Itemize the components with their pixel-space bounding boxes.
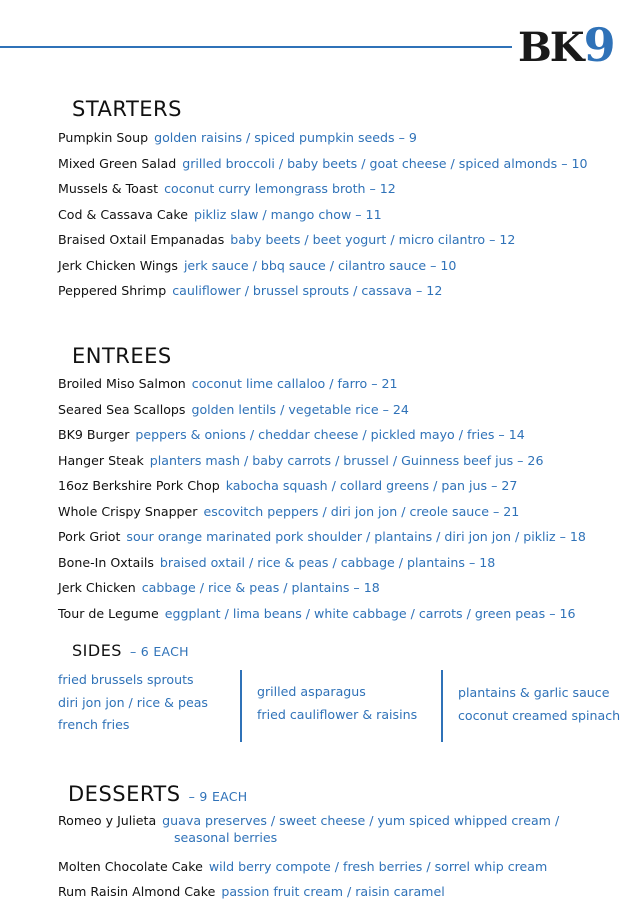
item-name: Seared Sea Scallops [58,401,186,417]
menu-item [58,233,515,247]
item-desc: sour orange marinated pork shoulder / plantains / diri jon jon / pikliz – 18 [126,529,586,544]
item-desc: guava preserves / sweet cheese / yum spiced whipped cream / [162,813,560,828]
item-name: Mixed Green Salad [58,155,177,171]
item-desc: coconut curry lemongrass broth – 12 [164,181,396,196]
item-desc: coconut lime callaloo / farro – 21 [191,376,398,391]
menu-item [58,883,445,900]
item-desc: eggplant / lima beans / white cabbage / carrots / green peas – 16 [164,605,576,621]
item-desc: pikliz slaw / mango chow – 11 [193,206,382,222]
item-name: Rum Raisin Almond Cake [58,884,216,899]
item-desc: wild berry compote / fresh berries / sorrel whip cream [208,859,548,874]
item-desc: passion fruit cream / raisin caramel [221,884,445,899]
item-name: Whole Crispy Snapper [58,503,198,519]
menu-item [58,530,586,544]
logo-number: 9 [583,18,614,72]
logo-letters: BK [518,24,583,71]
sides-column-3 [458,682,620,727]
item-name: Cod & Cassava Cake [58,206,188,222]
header-rule [0,46,512,48]
menu-item [58,505,519,519]
item-name: Jerk Chicken [58,580,136,595]
item-name: Peppered Shrimp [58,283,167,298]
side-item: diri jon jon / rice & peas [58,694,208,710]
item-name: Romeo y Julieta [58,813,157,828]
sides-title [72,641,189,660]
side-item: plantains & garlic sauce [458,685,610,700]
menu-item [58,157,588,171]
entrees-title: ENTREES [72,344,172,368]
item-desc: golden raisins / spiced pumpkin seeds – 9 [154,130,417,145]
sides-title-text: SIDES [72,641,122,660]
item-name: BK9 Burger [58,427,130,442]
desserts-title-text: DESSERTS [68,782,181,806]
desserts-price: – 9 EACH [188,789,248,804]
side-item: coconut creamed spinach [458,707,621,723]
sides-divider [240,670,242,742]
side-item: fried cauliflower & raisins [257,706,418,722]
menu-item [58,259,456,273]
side-item: fried brussels sprouts [58,672,194,687]
item-desc: braised oxtail / rice & peas / cabbage / plantains – 18 [159,554,496,570]
item-name: Hanger Steak [58,452,144,468]
item-name: Jerk Chicken Wings [58,257,178,273]
item-desc: golden lentils / vegetable rice – 24 [191,401,409,417]
menu-item [58,377,398,391]
starters-title: STARTERS [72,97,182,121]
item-name: Molten Chocolate Cake [58,859,203,874]
menu-item [58,581,380,595]
item-desc: planters mash / baby carrots / brussel / Guinness beef jus – 26 [149,452,544,468]
menu-item [58,131,417,145]
item-name: Pork Griot [58,529,121,544]
side-item: grilled asparagus [257,684,366,699]
desserts-title [68,782,248,806]
sides-column-2 [257,681,417,726]
side-item: french fries [58,717,130,732]
item-desc: kabocha squash / collard greens / pan jus – 27 [225,478,518,493]
item-desc: cabbage / rice & peas / plantains – 18 [141,580,380,595]
sides-price: – 6 EACH [129,644,189,659]
item-name: Tour de Legume [58,605,159,621]
item-name: 16oz Berkshire Pork Chop [58,478,220,493]
menu-item [58,182,396,196]
item-desc: baby beets / beet yogurt / micro cilantro – 12 [230,232,516,247]
menu-item [58,428,525,442]
item-desc: peppers & onions / cheddar cheese / pickled mayo / fries – 14 [135,427,525,442]
item-desc-continued: seasonal berries [174,830,278,845]
item-name: Mussels & Toast [58,181,159,196]
item-desc: grilled broccoli / baby beets / goat cheese / spiced almonds – 10 [182,155,588,171]
menu-item [58,607,576,621]
item-name: Pumpkin Soup [58,130,149,145]
menu-item [58,454,543,468]
menu-item [58,284,442,298]
sides-divider [441,670,443,742]
item-desc: jerk sauce / bbq sauce / cilantro sauce – 10 [183,257,457,273]
item-desc: escovitch peppers / diri jon jon / creole sauce – 21 [203,503,520,519]
menu-item [58,556,495,570]
sides-column-1 [58,669,208,737]
menu-item [58,812,559,829]
item-name: Bone-In Oxtails [58,554,154,570]
menu-item [58,858,547,875]
item-desc: cauliflower / brussel sprouts / cassava – 12 [172,283,443,298]
menu-item [58,208,382,222]
menu-item [58,403,409,417]
item-name: Braised Oxtail Empanadas [58,232,225,247]
menu-item [58,479,517,493]
item-name: Broiled Miso Salmon [58,376,186,391]
bk9-logo [518,18,614,72]
